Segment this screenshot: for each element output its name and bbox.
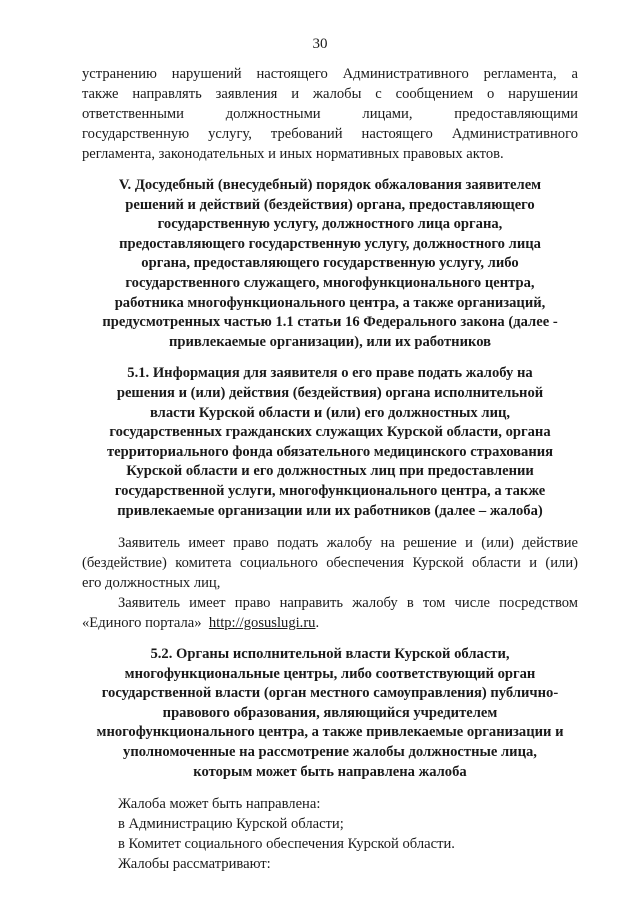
heading-line: Курской области и его должностных лиц при предоставлении: [126, 463, 534, 480]
text-line: государственную услугу, требований настоящего Административного: [82, 126, 578, 142]
heading-line: привлекаемые организации или их работников (далее – жалоба): [117, 502, 543, 519]
text-line: Жалобы рассматривают:: [118, 856, 271, 873]
page-number: 30: [312, 36, 328, 52]
text-line: ответственными должностными лицами, предоставляющими: [82, 106, 578, 122]
heading-line: многофункционального центра, а также привлекаемые организации и: [96, 724, 564, 741]
heading-line: государственной власти (орган местного самоуправления) публично-: [101, 685, 559, 702]
heading-line: территориального фонда обязательного медицинского страхования: [106, 443, 554, 460]
heading-line: предоставляющего государственную услугу, должностного лица: [119, 235, 541, 252]
text-line: [82, 613, 578, 633]
heading-line: уполномоченные на рассмотрение жалобы должностные лица,: [123, 744, 537, 761]
heading-line: V. Досудебный (внесудебный) порядок обжалования заявителем: [118, 177, 542, 193]
heading-line: которым может быть направлена жалоба: [193, 763, 467, 780]
intro-paragraph: [82, 64, 578, 164]
text-line: также направлять заявления и жалобы с сообщением о нарушении: [82, 86, 578, 102]
heading-line: работника многофункционального центра, а также организаций,: [114, 294, 546, 311]
heading-line: привлекаемые организации), или их работников: [168, 333, 492, 350]
page-content: [82, 64, 578, 874]
text-line: его должностных лиц,: [82, 575, 221, 592]
heading-line: предусмотренных частью 1.1 статьи 16 Федерального закона (далее -: [102, 314, 558, 331]
text-line: Жалоба может быть направлена:: [118, 796, 321, 813]
text-line: в Администрацию Курской области;: [118, 816, 344, 833]
text-line: устранению нарушений настоящего Административного регламента, а: [82, 66, 578, 82]
section-5-1-body: [82, 533, 578, 633]
text-line: Заявитель имеет право подать жалобу на решение и (или) действие: [118, 535, 578, 552]
heading-line: 5.1. Информация для заявителя о его праве подать жалобу на: [127, 365, 533, 382]
section-5-2-heading: [82, 645, 578, 782]
heading-line: государственного служащего, многофункционального центра,: [125, 274, 535, 291]
heading-line: органа, предоставляющего государственную услугу, либо: [141, 255, 519, 272]
heading-line: многофункциональные центры, либо соответствующий орган: [124, 665, 536, 682]
text-line: Заявитель имеет право направить жалобу в том числе посредством: [118, 595, 578, 612]
heading-line: 5.2. Органы исполнительной власти Курской области,: [150, 646, 510, 663]
heading-line: государственной услуги, многофункционального центра, а также: [114, 482, 546, 499]
heading-line: власти Курской области и (или) его должностных лиц,: [149, 404, 511, 421]
section-v-heading: [82, 176, 578, 352]
text-line: регламента, законодательных и иных нормативных правовых актов.: [82, 146, 504, 162]
heading-line: решения и (или) действия (бездействия) органа исполнительной: [116, 384, 544, 401]
gosuslugi-link[interactable]: http://gosuslugi.ru: [208, 615, 316, 632]
text-line: в Комитет социального обеспечения Курской области.: [118, 836, 455, 853]
heading-line: государственную услугу, должностного лица органа,: [157, 216, 503, 233]
text-line: (бездействие) комитета социального обеспечения Курской области и (или): [82, 555, 578, 572]
heading-line: правового образования, являющийся учредителем: [162, 704, 498, 721]
section-5-1-heading: [82, 364, 578, 521]
portal-label: «Единого портала»: [82, 615, 202, 632]
heading-line: государственных гражданских служащих Курской области, органа: [109, 424, 551, 441]
heading-line: решений и действий (бездействия) органа, предоставляющего: [125, 196, 535, 213]
sentence-end: .: [315, 615, 320, 632]
section-5-2-body: [82, 794, 578, 874]
